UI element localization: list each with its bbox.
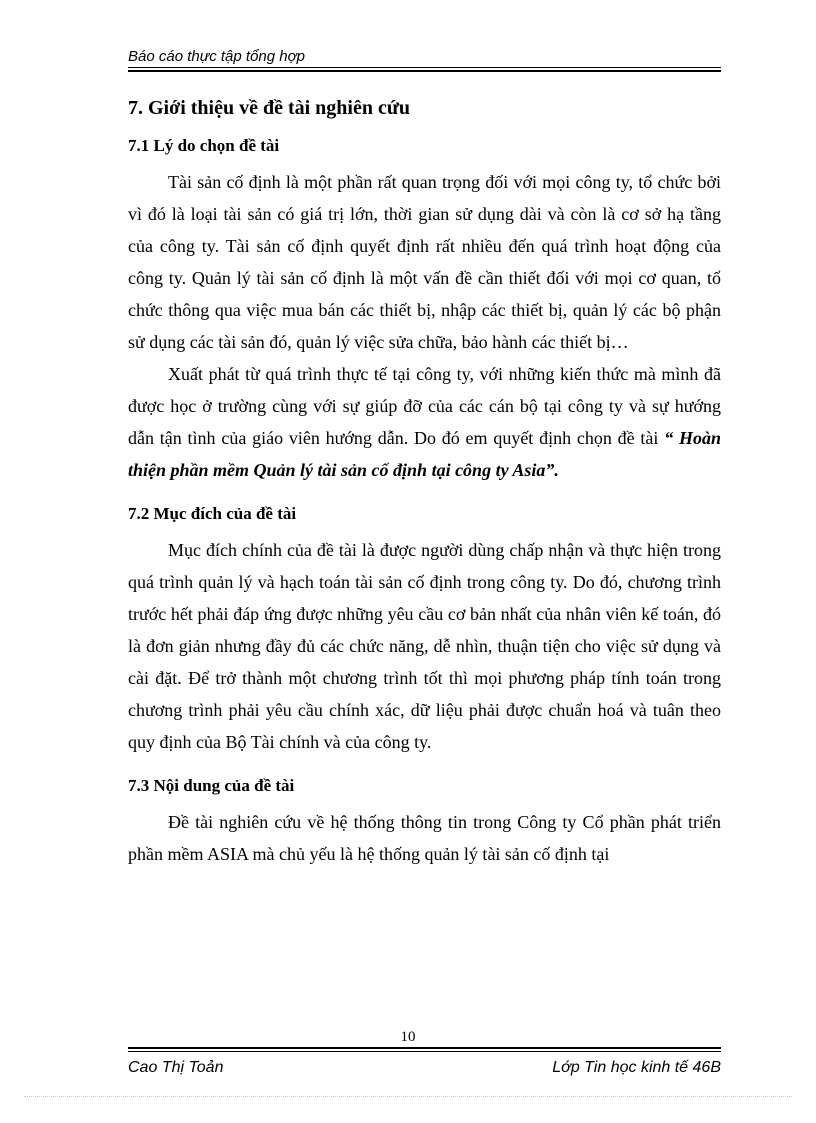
page-bottom-dotted-line [24,1096,792,1097]
section-7-1-paragraph-1: Tài sản cố định là một phần rất quan trọng đối với mọi công ty, tổ chức bởi vì đó là loại tài sản có giá trị lớn, thời gian sử dụng dài và còn là cơ sở hạ tầng của công ty. Tài sản cố định quyết định rất nhiều đến quá trình hoạt động của công ty. Quản lý tài sản cố định là một vấn đề cần thiết đối với mọi cơ quan, tổ chức thông qua việc mua bán các thiết bị, nhập các thiết bị, quản lý các bộ phận sử dụng các tài sản đó, quản lý việc sửa chữa, bảo hành các thiết bị… [128,172,721,352]
section-7-2-title: 7.2 Mục đích của đề tài [128,504,297,523]
page-number: 10 [400,1029,416,1045]
header-title: Báo cáo thực tập tổng hợp [128,48,306,65]
section-7-1-title: 7.1 Lý do chọn đề tài [128,136,280,155]
section-7-2-paragraph-1: Mục đích chính của đề tài là được người dùng chấp nhận và thực hiện trong quá trình quản lý và hạch toán tài sản cố định trong công ty. Do đó, chương trình trước hết phải đáp ứng được những yêu cầu cơ bản nhất của nhân viên kế toán, đó là đơn giản nhưng đầy đủ các chức năng, dễ nhìn, thuận tiện cho việc sử dụng và cài đặt. Để trở thành một chương trình tốt thì mọi phương pháp tính toán trong chương trình phải yêu cầu chính xác, dữ liệu phải được chuẩn hoá và tuân theo quy định của Bộ Tài chính và của công ty. [128,540,721,752]
body-content [128,92,721,870]
section-7-title: 7. Giới thiệu về đề tài nghiên cứu [128,97,410,119]
paragraph-2-lead: Xuất phát từ quá trình thực tế tại công ty, với những kiến thức mà mình đã được học ở trường cùng với sự giúp đỡ của các cán bộ tại công ty và sự hướng dẫn tận tình của giáo viên hướng dẫn. Do đó em quyết định chọn đề tài [128,364,721,448]
footer-author: Cao Thị Toản [128,1059,224,1076]
section-7-1-paragraph-2 [128,358,721,486]
footer-class: Lớp Tin học kinh tế 46B [552,1059,721,1076]
page-footer [128,1047,721,1078]
footer-row [128,1058,721,1078]
section-7-3-title: 7.3 Nội dung của đề tài [128,776,295,795]
header-rule [128,67,721,72]
section-7-3-paragraph-1: Đề tài nghiên cứu về hệ thống thông tin trong Công ty Cổ phần phát triển phần mềm ASIA mà chủ yếu là hệ thống quản lý tài sản cố định tại [128,812,721,864]
footer-rule [128,1047,721,1052]
topic-title: “ Hoàn thiện phần mềm Quản lý tài sản cố định tại công ty Asia” [128,428,722,480]
page-header [128,48,721,72]
paragraph-2-end: . [554,460,559,480]
